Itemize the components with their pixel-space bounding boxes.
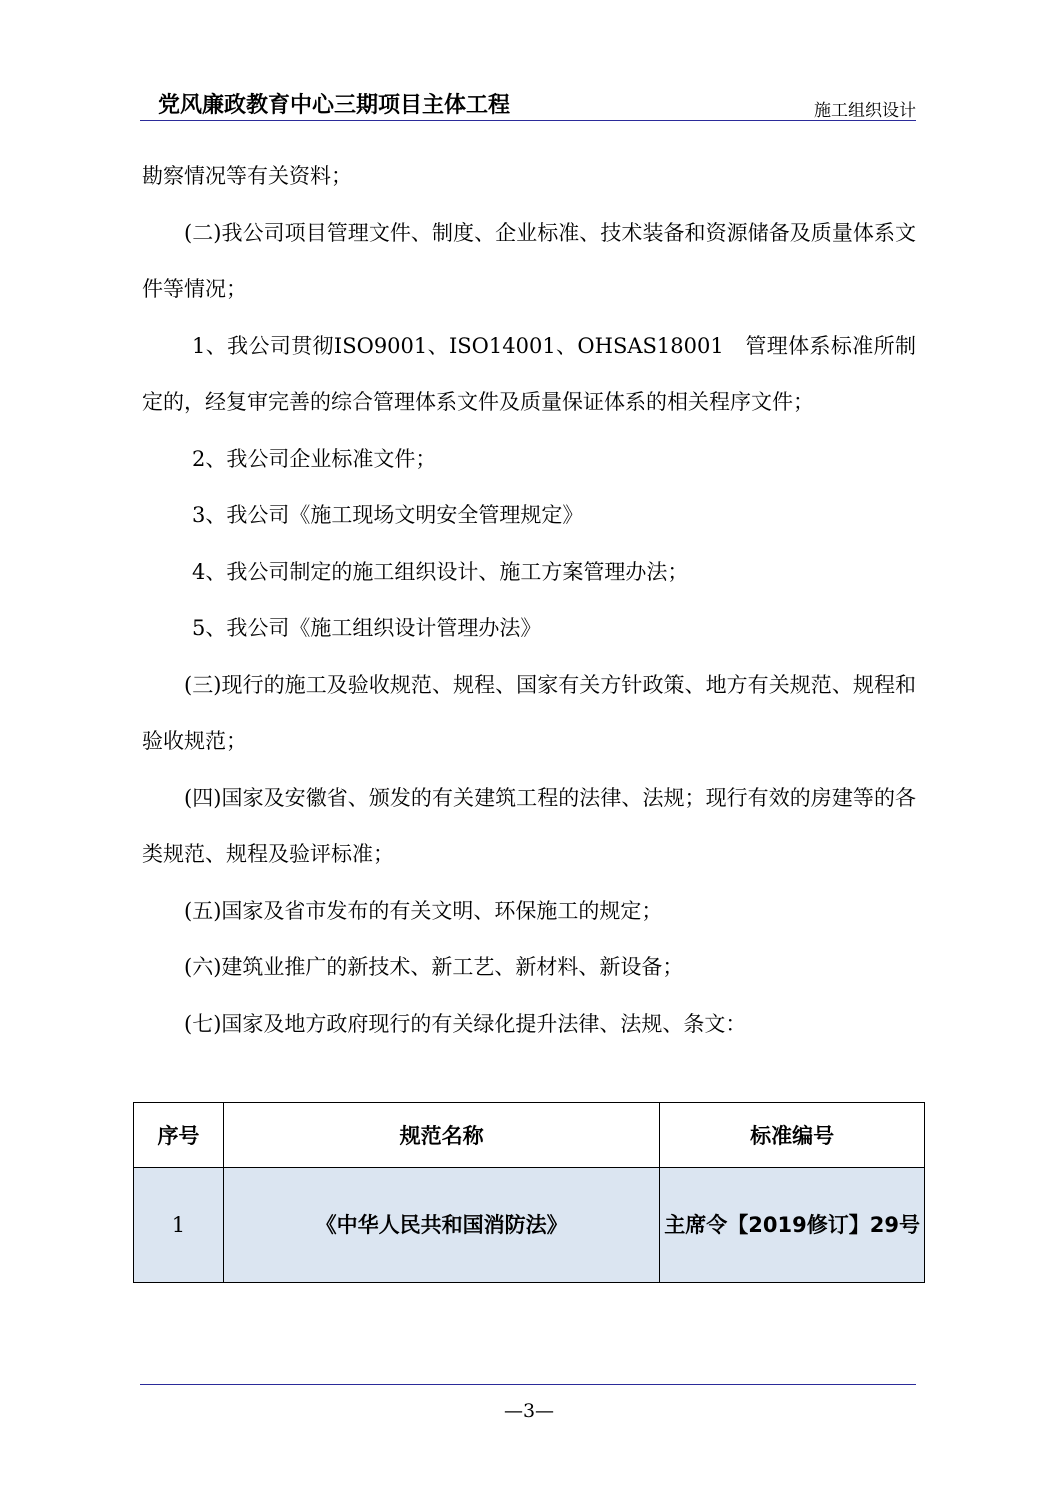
paragraph: 3、我公司《施工现场文明安全管理规定》 (192, 503, 584, 527)
body-text (142, 148, 916, 1052)
column-header-code: 标准编号 (660, 1103, 925, 1168)
table-row (134, 1168, 925, 1283)
paragraph: 5、我公司《施工组织设计管理办法》 (192, 616, 542, 640)
table-header-row (134, 1103, 925, 1168)
document-title: 党风廉政教育中心三期项目主体工程 (158, 93, 511, 118)
paragraph: 2、我公司企业标准文件； (192, 446, 437, 471)
paragraph: (二)我公司项目管理文件、制度、企业标准、技术装备和资源储备及质量体系文件等情况； (142, 220, 916, 301)
cell-index: 1 (134, 1168, 224, 1283)
paragraph: 1、我公司贯彻ISO9001、ISO14001、OHSAS18001 管理体系标准所制定的，经复审完善的综合管理体系文件及质量保证体系的相关程序文件； (142, 333, 916, 414)
footer-divider (140, 1384, 916, 1385)
page-number: —3— (503, 1400, 555, 1422)
page-header (140, 84, 916, 121)
paragraph: 勘察情况等有关资料； (142, 164, 352, 188)
paragraph: (六)建筑业推广的新技术、新工艺、新材料、新设备； (184, 955, 684, 979)
document-type: 施工组织设计 (814, 101, 916, 121)
cell-name: 《中华人民共和国消防法》 (223, 1168, 659, 1283)
paragraph: (七)国家及地方政府现行的有关绿化提升法律、法规、条文： (184, 1011, 747, 1036)
paragraph: 4、我公司制定的施工组织设计、施工方案管理办法； (192, 559, 689, 584)
paragraph: (五)国家及省市发布的有关文明、环保施工的规定； (184, 898, 663, 923)
cell-code: 主席令【2019修订】29号 (660, 1168, 925, 1283)
paragraph: (三)现行的施工及验收规范、规程、国家有关方针政策、地方有关规范、规程和验收规范； (142, 672, 916, 753)
column-header-index: 序号 (134, 1103, 224, 1168)
column-header-name: 规范名称 (223, 1103, 659, 1168)
paragraph: (四)国家及安徽省、颁发的有关建筑工程的法律、法规；现行有效的房建等的各类规范、规程及验评标准； (142, 785, 916, 866)
standards-table (133, 1102, 925, 1283)
